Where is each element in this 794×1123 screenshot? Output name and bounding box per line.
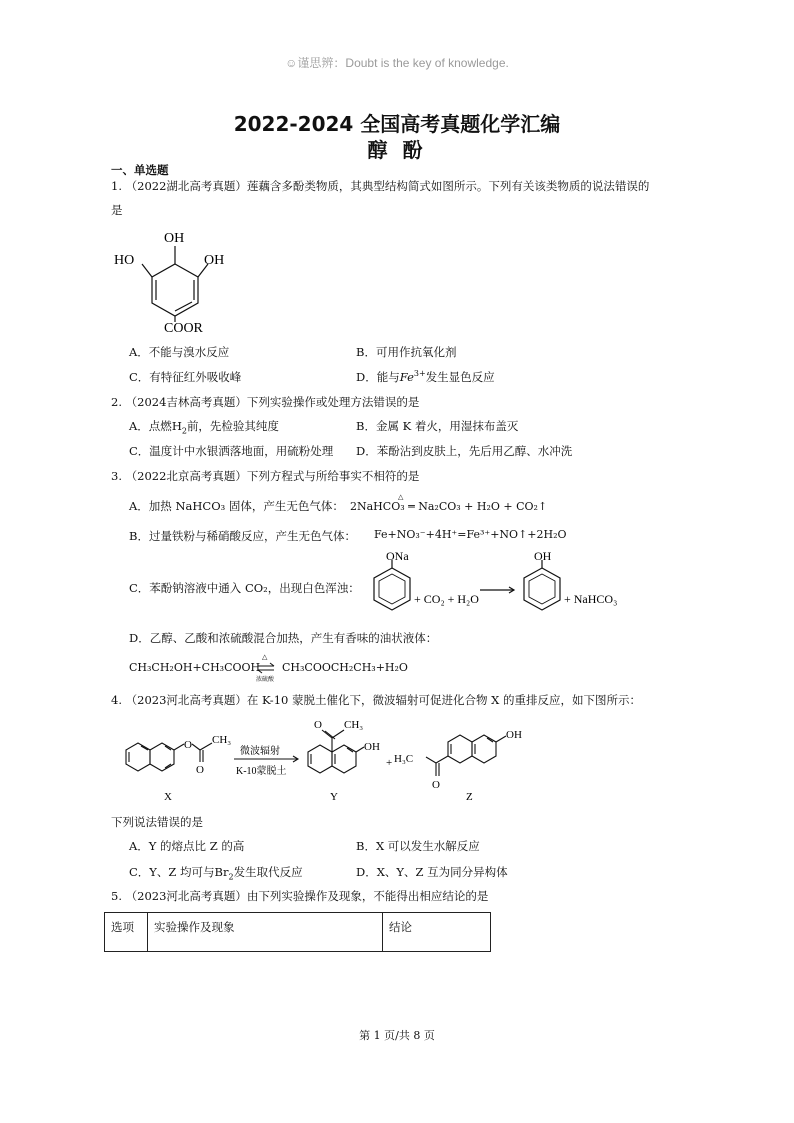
q4-option-c xyxy=(129,864,303,881)
q3-option-b-text: B．过量铁粉与稀硝酸反应，产生无色气体： xyxy=(129,529,356,543)
q4-stem: 4. （2023河北高考真题）在 K-10 蒙脱土催化下，微波辐射可促进化合物 X 的重排反应，如下图所示： xyxy=(111,693,641,707)
q1-coor-label: COOR xyxy=(164,321,203,336)
q3-ona-label: ONa xyxy=(386,549,409,563)
q3-option-d-heat: △ xyxy=(262,653,268,661)
q4-label-z: Z xyxy=(466,791,473,803)
q1-option-b: B．可用作抗氧化剂 xyxy=(356,345,457,359)
q5-table xyxy=(104,912,491,952)
q5-stem: 5. （2023河北高考真题）由下列实验操作及现象，不能得出相应结论的是 xyxy=(111,889,489,903)
table-header-option: 选项 xyxy=(105,913,148,952)
q1-option-d-suffix: 发生显色反应 xyxy=(425,370,495,384)
q1-stem-line1: 1. （2022湖北高考真题）莲藕含多酚类物质，其典型结构简式如图所示。下列有关该类物质的说法错误的 xyxy=(111,179,650,193)
q4-option-d: D．X、Y、Z 互为同分异构体 xyxy=(356,865,508,879)
q3-option-b-equation: Fe+NO₃⁻+4H⁺=Fe³⁺+NO↑+2H₂O xyxy=(374,528,567,541)
document-subtitle: 醇 酚 xyxy=(367,138,427,162)
q1-ho-left-label: HO xyxy=(114,253,135,268)
q1-option-d-charge: 3+ xyxy=(413,369,426,379)
q3-option-c-text: C．苯酚钠溶液中通入 CO₂，出现白色浑浊： xyxy=(129,581,360,595)
q4-intro: 下列说法错误的是 xyxy=(111,815,203,829)
q2-option-a-formula: H xyxy=(171,419,182,433)
q4-y-carbonyl-oxygen: O xyxy=(314,719,322,731)
q3-c-end: + NaHCO₃ xyxy=(564,592,618,606)
q3-option-a-equation: 2NaHCO₃ ═ Na₂CO₃ + H₂O + CO₂↑ xyxy=(350,500,548,513)
q4-z-methyl: H₃C xyxy=(394,753,414,765)
q3-option-c-reaction xyxy=(366,548,636,618)
q4-y-methyl: CH₃ xyxy=(344,719,364,731)
q4-option-b: B．X 可以发生水解反应 xyxy=(356,839,480,853)
q2-option-a-suffix: 前，先检验其纯度 xyxy=(186,419,279,433)
q4-y-hydroxyl: OH xyxy=(364,741,380,753)
q3-option-a-heat: △ xyxy=(398,493,404,501)
q4-option-a: A．Y 的熔点比 Z 的高 xyxy=(129,839,245,853)
table-header-procedure: 实验操作及现象 xyxy=(148,913,383,952)
q3-option-d-right: CH₃COOCH₂CH₃+H₂O xyxy=(282,661,408,674)
q3-option-d-catalyst: 浓硫酸 xyxy=(256,676,275,683)
q3-equilibrium-arrow xyxy=(256,662,276,674)
q2-option-c: C．温度计中水银洒落地面，用硫粉处理 xyxy=(129,444,334,458)
q1-stem-line2: 是 xyxy=(111,203,123,217)
section-heading: 一、单选题 xyxy=(111,163,169,177)
q4-arrow-bottom: K-10蒙脱土 xyxy=(236,766,287,777)
q1-option-d-ion: Fe xyxy=(399,370,414,384)
table-row xyxy=(105,913,491,952)
q3-c-middle: + CO₂ + H₂O xyxy=(414,592,479,606)
q2-option-a xyxy=(129,418,279,435)
q3-option-d-text: D．乙醇、乙酸和浓硫酸混合加热，产生有香味的油状液体： xyxy=(129,631,438,645)
q4-option-c-suffix: 发生取代反应 xyxy=(233,865,303,879)
q4-arrow-top: 微波辐射 xyxy=(240,746,280,757)
q2-option-a-sub: 2 xyxy=(181,426,187,436)
q4-option-c-sub: 2 xyxy=(228,872,234,882)
q1-option-a: A．不能与溴水反应 xyxy=(129,345,230,359)
q1-oh-top-label: OH xyxy=(164,231,185,246)
q4-label-x: X xyxy=(164,791,172,803)
q2-option-d: D．苯酚沾到皮肤上，先后用乙醇、水冲洗 xyxy=(356,444,573,458)
document-title: 2022-2024 全国高考真题化学汇编 xyxy=(233,112,561,136)
q2-option-b: B．金属 K 着火，用湿抹布盖灭 xyxy=(356,419,519,433)
q4-option-c-prefix: C．Y、Z 均可与 xyxy=(129,865,215,879)
q1-option-d-prefix: D．能与 xyxy=(356,370,400,384)
q3-oh-label: OH xyxy=(534,549,552,563)
q4-plus-sign: + xyxy=(386,757,393,769)
q4-reaction-scheme xyxy=(108,712,558,804)
q1-oh-right-label: OH xyxy=(204,253,225,268)
q3-stem: 3. （2022北京高考真题）下列方程式与所给事实不相符的是 xyxy=(111,469,420,483)
q4-x-carbonyl-oxygen: O xyxy=(196,764,204,776)
q4-z-carbonyl-oxygen: O xyxy=(432,779,440,791)
q4-option-c-formula: Br xyxy=(214,865,229,879)
q4-z-hydroxyl: OH xyxy=(506,729,522,741)
q4-x-ether-oxygen: O xyxy=(184,739,192,751)
q2-stem: 2. （2024吉林高考真题）下列实验操作或处理方法错误的是 xyxy=(111,395,420,409)
q1-option-d xyxy=(356,369,495,385)
q1-option-c: C．有特征红外吸收峰 xyxy=(129,370,242,384)
q1-structure-diagram xyxy=(108,222,248,340)
page-footer: 第 1 页/共 8 页 xyxy=(359,1029,435,1042)
q4-x-methyl: CH₃ xyxy=(212,734,232,746)
q2-option-a-prefix: A．点燃 xyxy=(129,419,172,433)
page-header-motto: ☺谨思辨：Doubt is the key of knowledge. xyxy=(285,56,509,70)
q4-label-y: Y xyxy=(330,791,338,803)
table-header-conclusion: 结论 xyxy=(383,913,491,952)
q3-option-d-left: CH₃CH₂OH+CH₃COOH xyxy=(129,661,261,674)
q3-option-a-text: A．加热 NaHCO₃ 固体，产生无色气体： xyxy=(129,499,344,513)
